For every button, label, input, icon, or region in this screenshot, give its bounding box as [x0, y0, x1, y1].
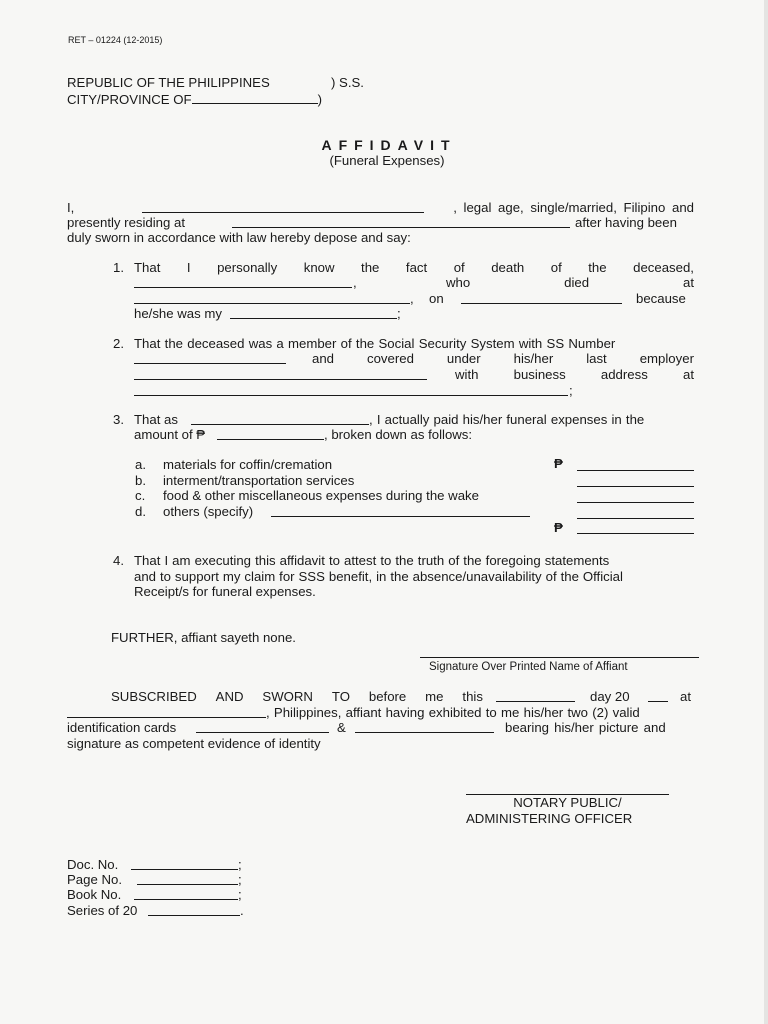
peso-sign-total: ₱	[554, 520, 563, 535]
jurat-id-cards: identification cards	[67, 720, 177, 735]
city-close: )	[317, 92, 322, 107]
item4-line-1: That I am executing this affidavit to attest to the truth of the foregoing statements	[134, 553, 610, 568]
expense-b-label: interment/transportation services	[163, 473, 355, 488]
item3-after: , I actually paid his/her funeral expenses in the	[369, 412, 645, 427]
expense-c-amount-blank[interactable]	[577, 502, 694, 503]
item4-line-2: and to support my claim for SSS benefit, in the absence/unavailability of the Official	[134, 569, 623, 584]
expense-total-blank[interactable]	[577, 533, 694, 534]
intro-i: I,	[67, 200, 75, 215]
item3-amount-label: amount of ₱	[134, 427, 206, 442]
item1-w8: of	[550, 260, 562, 275]
jurat-philippines: , Philippines, affiant having exhibited to me his/her two (2) valid	[266, 705, 640, 720]
notary-public-label: NOTARY PUBLIC/	[513, 795, 622, 810]
item2-business: business	[513, 367, 566, 382]
intro-after-name: , legal age, single/married, Filipino and	[453, 200, 694, 215]
jurat-and: AND	[215, 689, 244, 704]
republic-line	[67, 75, 270, 91]
item1-line-1	[134, 260, 694, 276]
intro-line-3: duly sworn in accordance with law hereby depose and say:	[67, 230, 411, 245]
ss-text: ) S.S.	[331, 75, 364, 90]
jurat-line-4: signature as competent evidence of identity	[67, 736, 321, 751]
form-code-date: (12-2015)	[123, 35, 163, 45]
item1-on: on	[429, 291, 444, 306]
item2-covered: covered	[367, 351, 414, 366]
intro-after-address: after having been	[575, 215, 677, 230]
item2-last: last	[586, 351, 607, 366]
page-no-blank[interactable]	[137, 872, 238, 885]
administering-officer-label: ADMINISTERING OFFICER	[466, 811, 633, 826]
expense-d-letter: d.	[135, 504, 146, 519]
expense-b-letter: b.	[135, 473, 146, 488]
doc-no-blank[interactable]	[131, 857, 238, 870]
item4-line-3: Receipt/s for funeral expenses.	[134, 584, 316, 599]
item1-w9: the	[588, 260, 607, 275]
jurat-ampersand: &	[337, 720, 346, 735]
relationship-blank[interactable]	[230, 306, 397, 319]
affiant-signature-line[interactable]	[420, 657, 699, 658]
jurat-line-1	[111, 689, 483, 705]
republic-text: REPUBLIC OF THE PHILIPPINES	[67, 75, 270, 90]
item1-w7: death	[491, 260, 525, 275]
intro-line-2	[67, 215, 185, 231]
expense-d-amount-blank[interactable]	[577, 518, 694, 519]
item1-line-2	[446, 275, 694, 291]
item1-comma: ,	[353, 275, 357, 290]
affiant-name-blank[interactable]	[142, 200, 424, 213]
item1-at: at	[682, 275, 694, 290]
jurat-before: before	[368, 689, 407, 704]
deceased-name-blank[interactable]	[134, 275, 352, 288]
item1-number: 1.	[113, 260, 124, 275]
series-label: Series of 20	[67, 903, 138, 918]
ss-number-blank[interactable]	[134, 351, 286, 364]
item2-hisher: his/her	[513, 351, 554, 366]
book-no-label: Book No.	[67, 887, 122, 902]
jurat-sworn: SWORN	[262, 689, 313, 704]
jurat-to: TO	[331, 689, 350, 704]
book-no-semicolon: ;	[238, 887, 242, 902]
expense-a-label: materials for coffin/cremation	[163, 457, 333, 472]
intro-presently: presently residing at	[67, 215, 186, 230]
item2-with: with	[455, 367, 479, 382]
jurat-at: at	[680, 689, 691, 704]
jurat-me: me	[425, 689, 444, 704]
doc-no-semicolon: ;	[238, 857, 242, 872]
death-place-blank[interactable]	[134, 291, 410, 304]
item1-w3: know	[303, 260, 335, 275]
item1-w6: of	[453, 260, 465, 275]
book-no-blank[interactable]	[134, 887, 238, 900]
jurat-bearing: bearing his/her picture and	[505, 720, 666, 735]
item2-employer: employer	[639, 351, 694, 366]
item2-line-1: That the deceased was a member of the Social Security System with SS Number	[134, 336, 616, 351]
item1-w1: I	[186, 260, 191, 275]
item1-w4: the	[361, 260, 380, 275]
item1-semicolon: ;	[397, 306, 401, 321]
form-code	[68, 35, 162, 45]
page-no-semicolon: ;	[238, 872, 242, 887]
jurat-year-blank[interactable]	[648, 689, 668, 702]
residence-blank[interactable]	[232, 215, 570, 228]
series-period: .	[240, 903, 244, 918]
further-statement: FURTHER, affiant sayeth none.	[111, 630, 296, 645]
item1-relationship-label: he/she was my	[134, 306, 222, 321]
expense-a-letter: a.	[135, 457, 146, 472]
item1-w10: deceased,	[633, 260, 694, 275]
payment-date-blank[interactable]	[191, 412, 369, 425]
city-text: CITY/PROVINCE OF	[67, 92, 192, 107]
expense-b-amount-blank[interactable]	[577, 486, 694, 487]
item2-number: 2.	[113, 336, 124, 351]
page-no-label: Page No.	[67, 872, 122, 887]
jurat-day-blank[interactable]	[496, 689, 575, 702]
jurat-subscribed: SUBSCRIBED	[111, 689, 197, 704]
item1-w5: fact	[405, 260, 428, 275]
employer-blank[interactable]	[134, 367, 427, 380]
city-line	[67, 91, 322, 108]
item2-address: address	[600, 367, 648, 382]
item1-w0: That	[134, 260, 161, 275]
doc-no-label: Doc. No.	[67, 857, 119, 872]
series-blank[interactable]	[148, 903, 240, 916]
item1-because: because	[636, 291, 686, 306]
item2-semicolon: ;	[569, 383, 573, 398]
form-code-number: RET – 01224	[68, 35, 121, 45]
item2-under: under	[446, 351, 481, 366]
expense-d-label: others (specify)	[163, 504, 254, 519]
item2-and: and	[312, 351, 335, 366]
jurat-this: this	[462, 689, 483, 704]
item2-at: at	[683, 367, 694, 382]
item2-line-2	[312, 351, 694, 367]
city-blank[interactable]	[192, 91, 318, 104]
expense-c-label: food & other miscellaneous expenses during the wake	[163, 488, 479, 503]
id-card-1-blank[interactable]	[196, 720, 329, 733]
peso-sign-top: ₱	[554, 456, 563, 471]
item3-number: 3.	[113, 412, 124, 427]
amount-blank[interactable]	[217, 427, 324, 440]
jurat-day-label: day 20	[590, 689, 630, 704]
document-subtitle: (Funeral Expenses)	[329, 153, 445, 168]
document-title: AFFIDAVIT	[321, 137, 457, 153]
affiant-signature-label: Signature Over Printed Name of Affiant	[429, 661, 628, 673]
expense-a-amount-blank[interactable]	[577, 470, 694, 471]
item1-died: died	[564, 275, 590, 290]
item3-broken-down: , broken down as follows:	[324, 427, 473, 442]
item1-w2: personally	[217, 260, 278, 275]
item4-number: 4.	[113, 553, 124, 568]
item3-that-as: That as	[134, 412, 178, 427]
death-date-blank[interactable]	[461, 291, 622, 304]
business-address-blank[interactable]	[134, 383, 568, 396]
ss-label	[331, 75, 364, 91]
item1-on-comma: ,	[410, 291, 414, 306]
id-card-2-blank[interactable]	[355, 720, 494, 733]
jurat-place-blank[interactable]	[67, 705, 266, 718]
item2-line-3	[455, 367, 694, 383]
expense-c-letter: c.	[135, 488, 146, 503]
others-specify-blank[interactable]	[271, 504, 530, 517]
item1-who: who	[446, 275, 471, 290]
